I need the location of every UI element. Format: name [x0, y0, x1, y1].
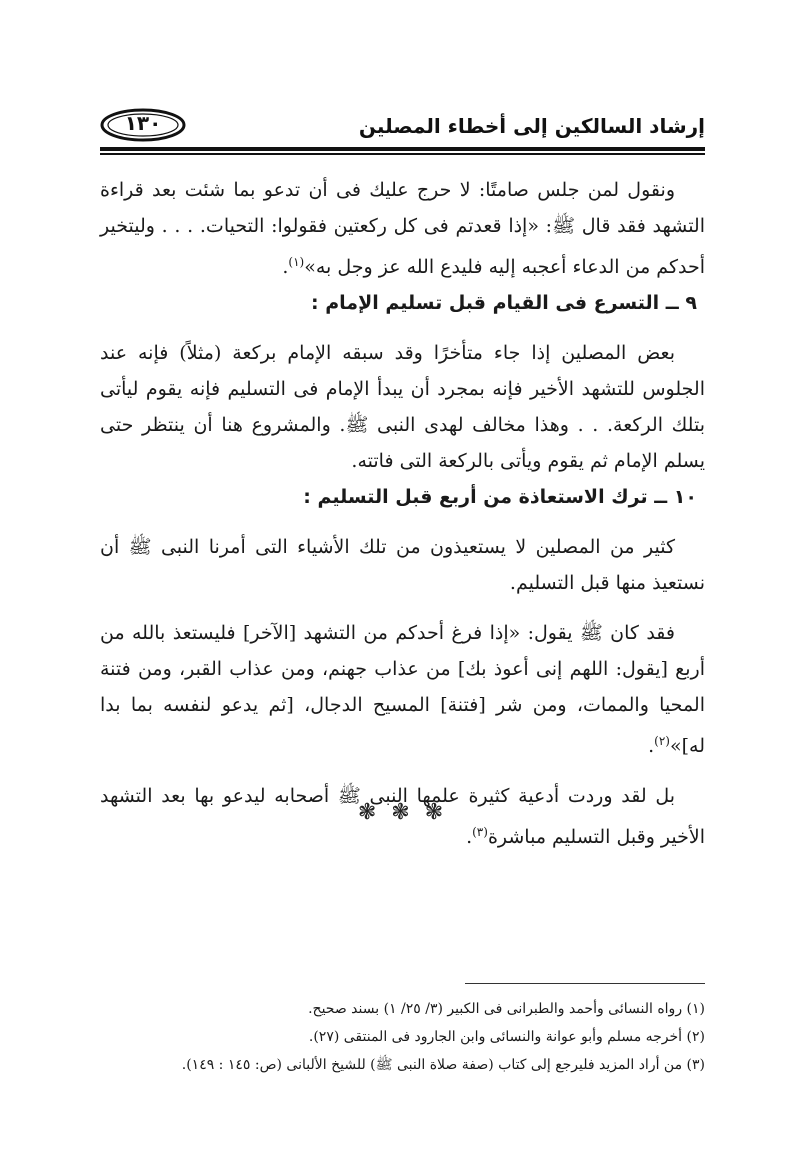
footnote-separator [465, 983, 705, 984]
footnote-2: (٢) أخرجه مسلم وأبو عوانة والنسائى وابن الجارود فى المنتقى (٢٧). [308, 1029, 705, 1045]
footnote-ref-2: (٢) [654, 734, 670, 748]
section-ornament: ❃ ❃ ❃ [357, 800, 448, 825]
header-rule-thin [100, 153, 705, 155]
running-title: إرشاد السالكين إلى أخطاء المصلين [358, 114, 705, 138]
paragraph-4-text: فقد كان ﷺ يقول: «إذا فرغ أحدكم من التشهد [الآخر] فليستعذ بالله من أربع [يقول: اللهم إنى أعوذ بك] من عذاب جهنم، ومن عذاب القبر، ومن فتنة المحيا والممات، ومن شر [فتنة] المسيح الدجال، [ثم يدعو لنفسه بما بدا له]» [100, 622, 705, 757]
header-rule-thick [100, 147, 705, 151]
paragraph-1-text: ونقول لمن جلس صامتًا: لا حرج عليك فى أن تدعو بما شئت بعد قراءة التشهد فقد قال ﷺ: «إذا قعدتم فى كل ركعتين فقولوا: التحيات. . . . وليتخير أحدكم من الدعاء أعجبه إليه فليدع الله عز وجل به» [100, 179, 705, 278]
section-heading-9: ٩ ــ التسرع فى القيام قبل تسليم الإمام : [311, 292, 697, 314]
footnote-ref-1: (١) [288, 255, 305, 269]
paragraph-1 [100, 172, 705, 285]
footnotes [100, 995, 705, 1079]
paragraph-4 [100, 615, 705, 764]
footnote-3: (٣) من أراد المزيد فليرجع إلى كتاب (صفة صلاة النبى ﷺ) للشيخ الألبانى (ص: ١٤٥ : ١٤٩). [181, 1057, 705, 1073]
paragraph-1-end: . [282, 256, 289, 278]
section-heading-10: ١٠ ــ ترك الاستعاذة من أربع قبل التسليم : [303, 486, 697, 508]
paragraph-2: بعض المصلين إذا جاء متأخرًا وقد سبقه الإمام بركعة (مثلاً) فإنه عند الجلوس للتشهد الأخير فإنه بمجرد أن يبدأ الإمام فى التسليم فإنه يقوم ليأتى بتلك الركعة. . . وهذا مخالف لهدى النبى ﷺ. والمشروع هنا أن ينتظر حتى يسلم الإمام ثم يقوم ويأتى بالركعة التى فاتته. [100, 342, 705, 472]
paragraph-5-text: بل لقد وردت أدعية كثيرة علمها النبى ﷺ أصحابه ليدعو بها بعد التشهد الأخير وقبل التسليم مباشرة [100, 785, 705, 848]
footnote-ref-3: (٣) [472, 825, 488, 839]
paragraph-4-end: . [648, 735, 655, 757]
main-text [100, 172, 705, 855]
paragraph-5-end: . [466, 826, 473, 848]
page-number: ١٣٠ [124, 111, 162, 135]
paragraph-3: كثير من المصلين لا يستعيذون من تلك الأشياء التى أمرنا النبى ﷺ أن نستعيذ منها قبل التسليم. [100, 536, 705, 594]
page-number-badge [100, 108, 186, 142]
footnote-1: (١) رواه النسائى وأحمد والطبرانى فى الكبير (٣/ ٢٥/ ١) بسند صحيح. [308, 1001, 705, 1017]
